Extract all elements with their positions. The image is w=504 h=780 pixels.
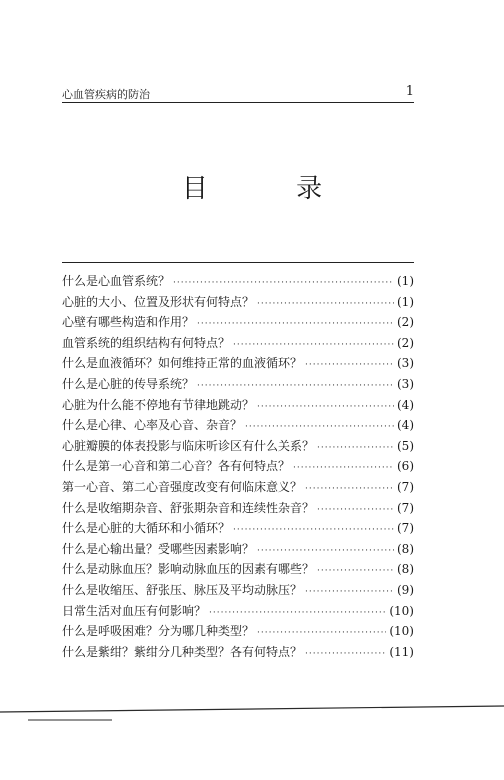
toc-entry-page: (1) — [397, 274, 414, 288]
toc-entry[interactable] — [62, 375, 414, 396]
toc-entry-text: 什么是心律、心率及心音、杂音？ — [62, 418, 243, 433]
toc-list — [62, 272, 414, 663]
toc-entry-page: (10) — [389, 624, 414, 639]
toc-entry[interactable] — [62, 293, 414, 314]
toc-leader-dots — [233, 525, 394, 535]
toc-leader-dots — [257, 628, 386, 638]
toc-entry[interactable] — [62, 581, 414, 602]
toc-leader-dots — [173, 278, 394, 288]
toc-leader-dots — [197, 381, 394, 391]
toc-leader-dots — [197, 319, 394, 329]
toc-leader-dots — [305, 360, 394, 370]
toc-entry-text: 什么是收缩期杂音、舒张期杂音和连续性杂音？ — [62, 500, 315, 515]
toc-leader-dots — [305, 649, 386, 659]
toc-entry[interactable] — [62, 437, 414, 458]
toc-entry[interactable] — [62, 519, 414, 540]
toc-leader-dots — [293, 463, 394, 473]
toc-entry-text: 什么是动脉血压？影响动脉血压的因素有哪些？ — [62, 562, 315, 577]
toc-entry[interactable] — [62, 540, 414, 561]
toc-entry-text: 什么是心血管系统？ — [62, 274, 171, 288]
toc-entry-page: (3) — [397, 376, 414, 391]
toc-entry-text: 什么是血液循环？如何维持正常的血液循环？ — [62, 356, 303, 371]
toc-entry-text: 什么是心脏的大循环和小循环？ — [62, 521, 231, 536]
toc-entry[interactable] — [62, 334, 414, 355]
toc-leader-dots — [317, 443, 394, 453]
toc-leader-dots — [209, 608, 386, 618]
toc-entry[interactable] — [62, 457, 414, 478]
toc-entry-page: (2) — [397, 335, 414, 350]
toc-entry[interactable] — [62, 560, 414, 581]
toc-leader-dots — [305, 587, 394, 597]
toc-entry-text: 什么是呼吸困难？分为哪几种类型？ — [62, 624, 255, 639]
toc-entry-page: (4) — [397, 418, 414, 433]
toc-entry-text: 心脏瓣膜的体表投影与临床听诊区有什么关系？ — [62, 438, 315, 453]
toc-heading: 目 录 — [181, 174, 363, 204]
toc-entry-page: (1) — [397, 294, 414, 309]
toc-entry[interactable] — [62, 643, 414, 664]
toc-entry-page: (11) — [389, 644, 414, 659]
toc-entry-page: (2) — [397, 315, 414, 330]
toc-entry-page: (7) — [397, 479, 414, 494]
toc-entry[interactable] — [62, 354, 414, 375]
toc-entry-text: 什么是心输出量？受哪些因素影响？ — [62, 541, 255, 556]
toc-top-rule — [62, 262, 414, 263]
toc-leader-dots — [257, 299, 394, 309]
bottom-scan-lines — [0, 700, 504, 740]
toc-entry-page: (7) — [397, 500, 414, 515]
toc-entry-page: (3) — [397, 356, 414, 371]
toc-entry[interactable] — [62, 478, 414, 499]
toc-entry-page: (10) — [389, 603, 414, 618]
toc-entry-text: 心壁有哪些构造和作用？ — [62, 315, 195, 330]
toc-leader-dots — [257, 402, 394, 412]
bottom-rule — [0, 706, 504, 712]
header-book-title: 心血管疾病的防治 — [62, 88, 150, 101]
toc-entry-text: 什么是紫绀？紫绀分几种类型？各有何特点？ — [62, 644, 303, 659]
toc-entry-page: (7) — [397, 521, 414, 536]
toc-entry[interactable] — [62, 416, 414, 437]
toc-entry-text: 什么是第一心音和第二心音？各有何特点？ — [62, 459, 291, 474]
toc-entry-page: (8) — [397, 541, 414, 556]
toc-leader-dots — [233, 340, 394, 350]
toc-entry[interactable] — [62, 272, 414, 293]
running-header — [62, 86, 414, 103]
toc-leader-dots — [257, 546, 394, 556]
toc-leader-dots — [305, 484, 394, 494]
toc-entry[interactable] — [62, 313, 414, 334]
toc-entry[interactable] — [62, 622, 414, 643]
toc-leader-dots — [245, 422, 394, 432]
toc-entry[interactable] — [62, 602, 414, 623]
toc-leader-dots — [317, 505, 394, 515]
toc-entry-text: 什么是收缩压、舒张压、脉压及平均动脉压？ — [62, 582, 303, 597]
toc-entry-page: (6) — [397, 459, 414, 474]
toc-entry-page: (5) — [397, 438, 414, 453]
toc-entry-text: 什么是心脏的传导系统？ — [62, 376, 195, 391]
toc-entry-text: 心脏为什么能不停地有节律地跳动？ — [62, 397, 255, 412]
toc-entry[interactable] — [62, 499, 414, 520]
toc-entry-text: 心脏的大小、位置及形状有何特点？ — [62, 294, 255, 309]
toc-entry-text: 日常生活对血压有何影响？ — [62, 603, 207, 618]
toc-entry-page: (8) — [397, 562, 414, 577]
header-page-number: 1 — [405, 84, 414, 99]
toc-entry-text: 第一心音、第二心音强度改变有何临床意义？ — [62, 479, 303, 494]
toc-leader-dots — [317, 566, 394, 576]
toc-entry-page: (9) — [397, 582, 414, 597]
toc-entry[interactable] — [62, 396, 414, 417]
toc-entry-page: (4) — [397, 397, 414, 412]
toc-entry-text: 血管系统的组织结构有何特点？ — [62, 335, 231, 350]
